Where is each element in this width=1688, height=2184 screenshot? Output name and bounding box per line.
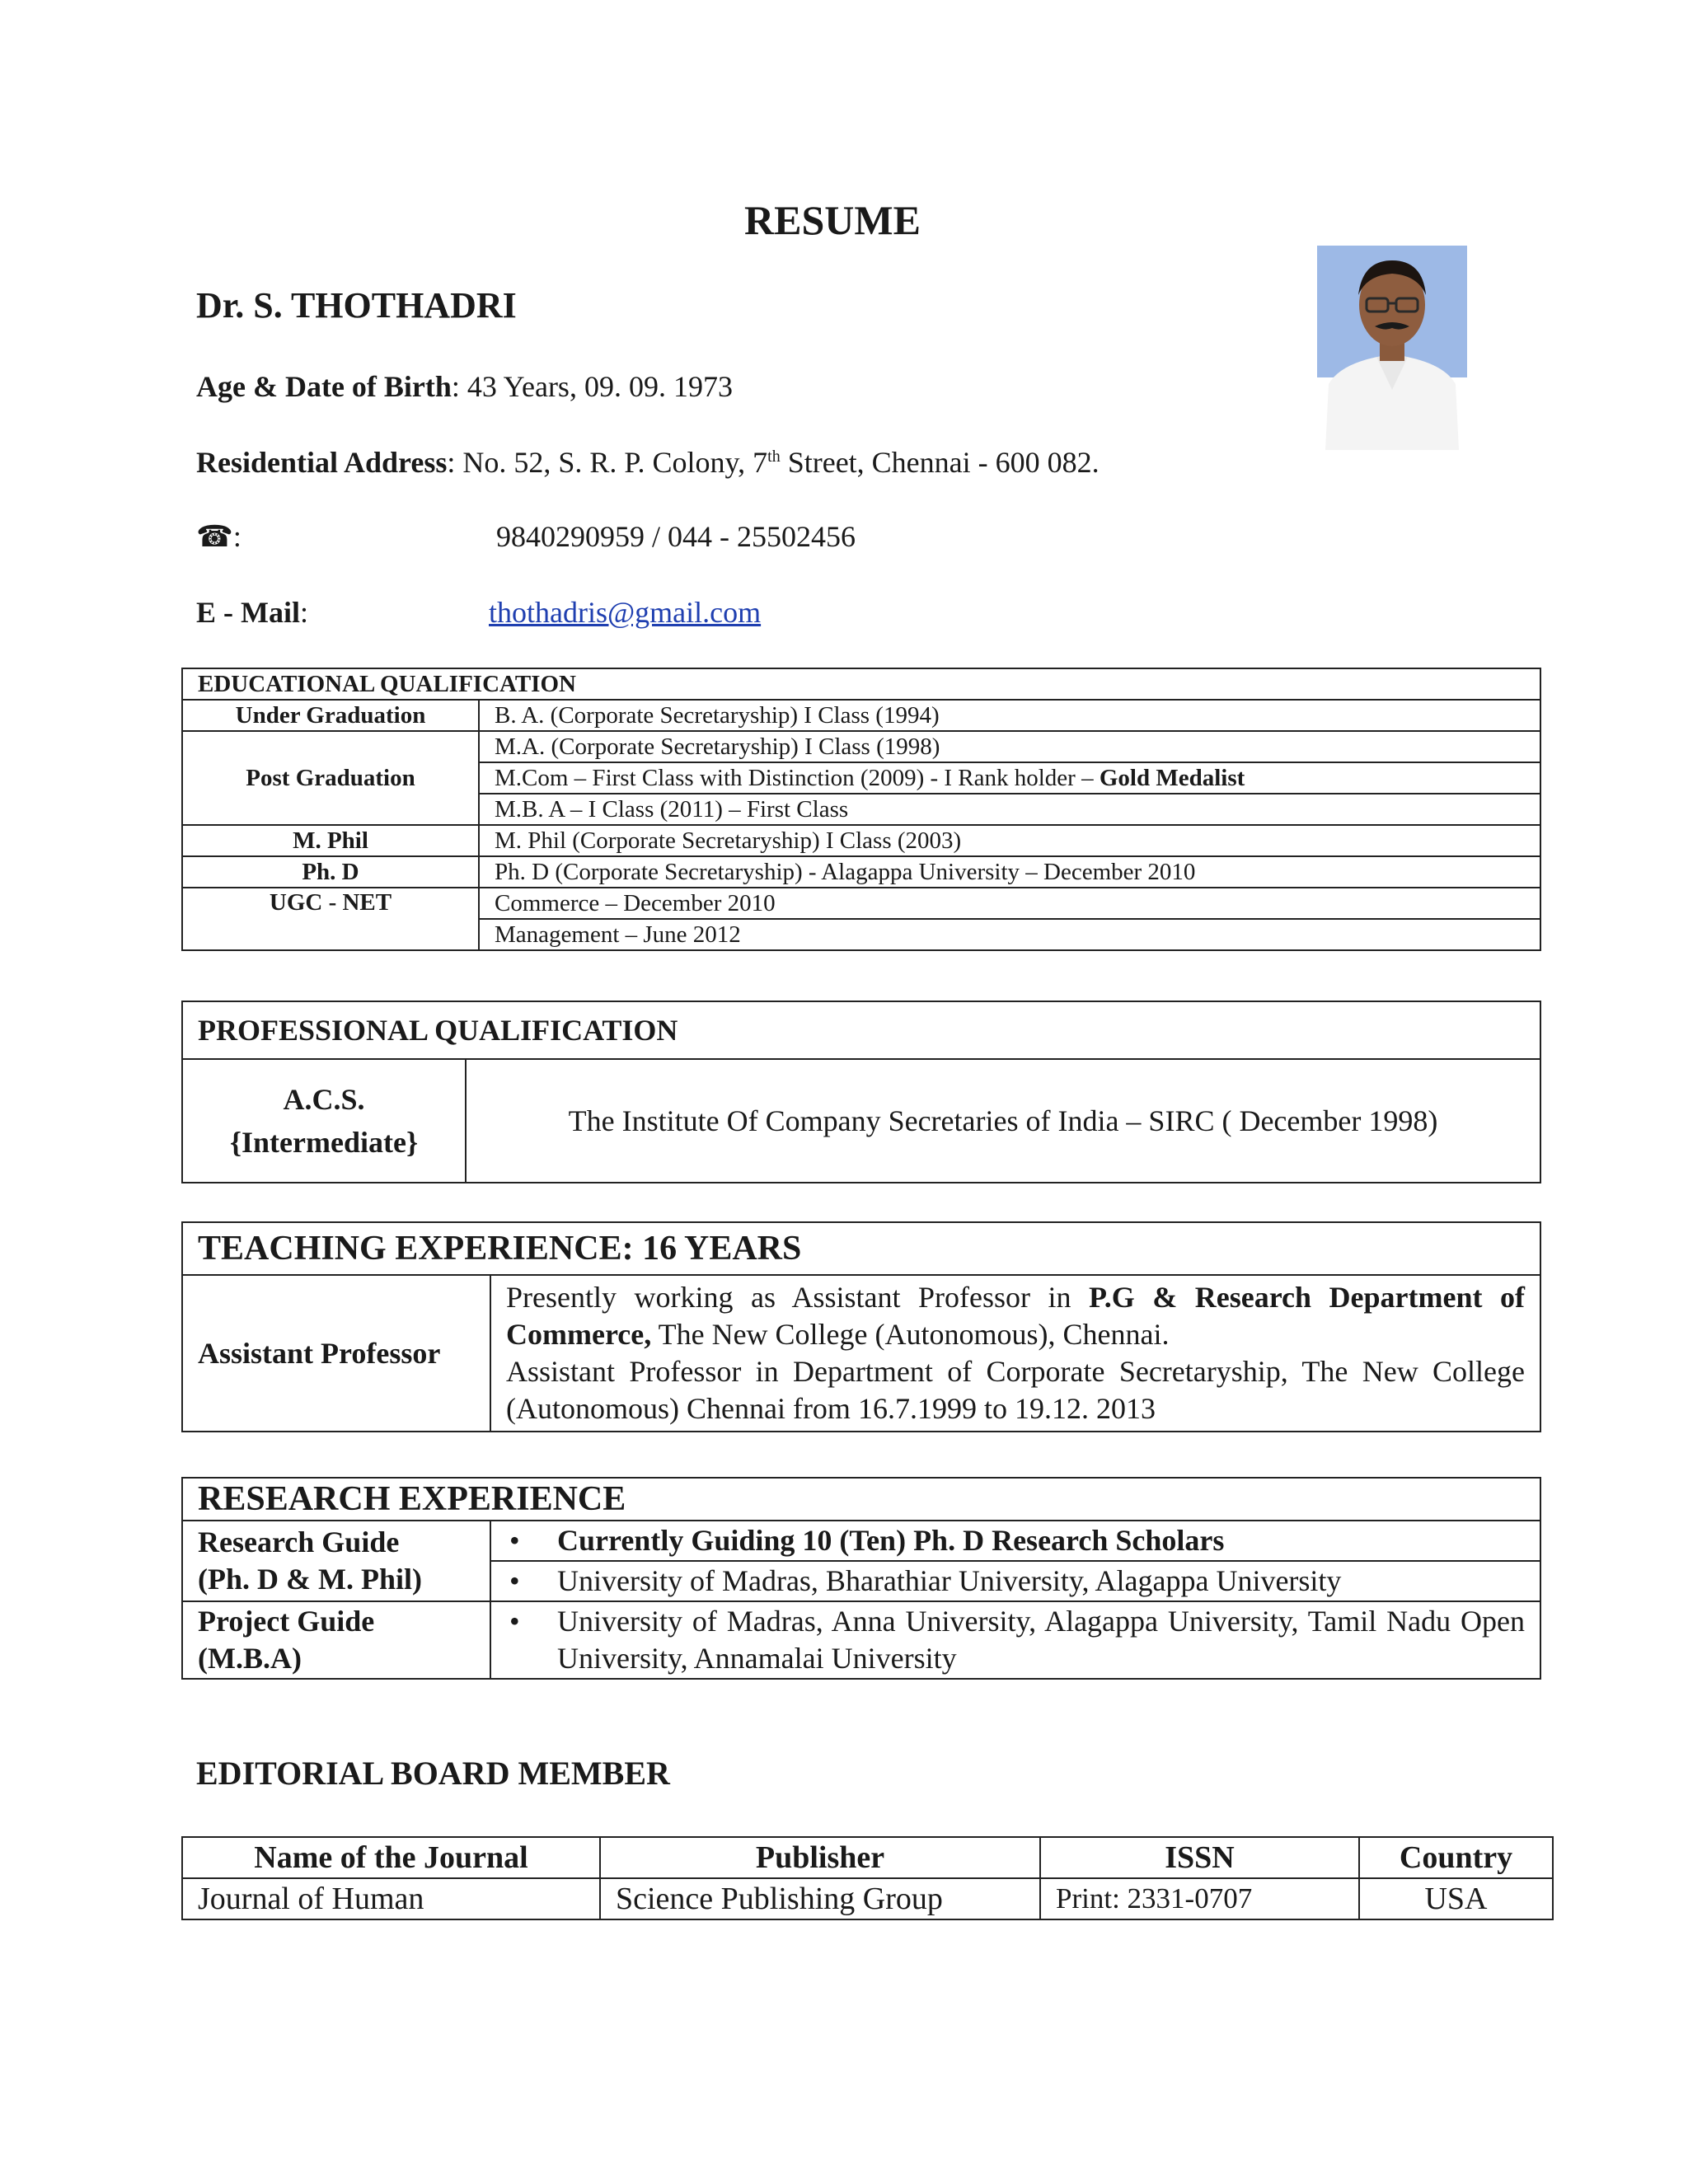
email-colon: :	[299, 596, 308, 629]
table-row	[182, 888, 1540, 919]
acs-label-2: {Intermediate}	[229, 1126, 419, 1159]
mphil-label: M. Phil	[182, 825, 479, 856]
age-dob-line	[196, 369, 733, 404]
table-row	[182, 1601, 1540, 1679]
issn-cell: Print: 2331-0707	[1040, 1878, 1359, 1919]
address-label: Residential Address	[196, 446, 448, 479]
education-heading: EDUCATIONAL QUALIFICATION	[182, 668, 1540, 700]
research-guide-item-2	[490, 1561, 1540, 1601]
age-dob-label: Age & Date of Birth	[196, 370, 452, 403]
col-country: Country	[1359, 1837, 1553, 1878]
bullet-icon: •	[509, 1605, 520, 1638]
table-row	[182, 1001, 1540, 1059]
teaching-text-1b: P.G & Research Department of Commerce,	[506, 1281, 1525, 1351]
pg-value-2-text: M.Com – First Class with Distinction (2009) - I Rank holder –	[495, 765, 1100, 791]
table-row	[182, 700, 1540, 731]
journal-table	[181, 1836, 1554, 1920]
net-value-1: Commerce – December 2010	[479, 888, 1540, 919]
teaching-text-1a: Presently working as Assistant Professor in	[506, 1281, 1090, 1314]
table-row	[182, 825, 1540, 856]
table-row	[182, 1222, 1540, 1275]
pg-value-2	[479, 762, 1540, 794]
project-guide-label-2: (M.B.A)	[198, 1642, 302, 1675]
age-dob-value: : 43 Years, 09. 09. 1973	[451, 370, 733, 403]
portrait-image	[1317, 246, 1467, 450]
phd-value: Ph. D (Corporate Secretaryship) - Alagappa University – December 2010	[479, 856, 1540, 888]
country-cell: USA	[1359, 1878, 1553, 1919]
table-row	[182, 856, 1540, 888]
col-publisher: Publisher	[600, 1837, 1040, 1878]
gold-medalist: Gold Medalist	[1099, 765, 1245, 791]
address-value-b: Street, Chennai - 600 082.	[780, 446, 1100, 479]
ug-value: B. A. (Corporate Secretaryship) I Class (1994)	[479, 700, 1540, 731]
editorial-heading: EDITORIAL BOARD MEMBER	[196, 1755, 670, 1792]
net-value-2: Management – June 2012	[479, 919, 1540, 950]
acs-label-1: A.C.S.	[283, 1083, 365, 1116]
bullet-icon: •	[509, 1524, 520, 1557]
email-line	[196, 595, 308, 630]
email-link[interactable]	[489, 595, 761, 630]
teaching-text-2: Assistant Professor in Department of Corporate Secretaryship, The New College (Autonomous) Chennai from 16.7.1999 to 19.12. 2013	[506, 1355, 1525, 1425]
table-row	[182, 1059, 1540, 1183]
education-table	[181, 668, 1541, 951]
acs-value: The Institute Of Company Secretaries of India – SIRC ( December 1998)	[466, 1059, 1540, 1183]
research-table	[181, 1477, 1541, 1680]
table-row	[182, 1521, 1540, 1561]
project-1-text: University of Madras, Anna University, Alagappa University, Tamil Nadu Open University, Annamalai University	[557, 1605, 1525, 1675]
professional-heading: PROFESSIONAL QUALIFICATION	[182, 1001, 1540, 1059]
table-row	[182, 668, 1540, 700]
ug-label: Under Graduation	[182, 700, 479, 731]
mphil-value: M. Phil (Corporate Secretaryship) I Class (2003)	[479, 825, 1540, 856]
pg-value-1: M.A. (Corporate Secretaryship) I Class (1998)	[479, 731, 1540, 762]
acs-label	[182, 1059, 466, 1183]
address-value-a: : No. 52, S. R. P. Colony, 7	[447, 446, 768, 479]
pg-value-3: M.B. A – I Class (2011) – First Class	[479, 794, 1540, 825]
teaching-text-1c: The New College (Autonomous), Chennai.	[651, 1318, 1170, 1351]
email-link-text[interactable]: thothadris@gmail.com	[489, 596, 762, 629]
email-label: E - Mail	[196, 596, 300, 629]
net-label: UGC - NET	[182, 888, 479, 950]
teaching-table	[181, 1221, 1541, 1432]
address-line	[196, 445, 1100, 480]
bullet-icon: •	[509, 1564, 520, 1597]
project-guide-label-1: Project Guide	[198, 1605, 375, 1638]
guide-2-text: University of Madras, Bharathiar University, Alagappa University	[557, 1564, 1342, 1597]
candidate-name: Dr. S. THOTHADRI	[196, 285, 517, 326]
research-heading: RESEARCH EXPERIENCE	[182, 1478, 1540, 1521]
table-row	[182, 1275, 1540, 1432]
table-header-row	[182, 1837, 1553, 1878]
page-title: RESUME	[744, 197, 921, 243]
research-guide-item-1	[490, 1521, 1540, 1561]
research-guide-label-2: (Ph. D & M. Phil)	[198, 1563, 422, 1596]
teaching-text-1	[506, 1279, 1525, 1353]
project-guide-label	[182, 1601, 490, 1679]
pg-label: Post Graduation	[182, 731, 479, 825]
phone-line	[196, 519, 241, 554]
table-row	[182, 731, 1540, 762]
research-guide-label-1: Research Guide	[198, 1526, 400, 1558]
phone-colon: :	[232, 520, 241, 553]
phone-value: 9840290959 / 044 - 25502456	[496, 520, 856, 553]
guide-1-text: Currently Guiding 10 (Ten) Ph. D Research Scholars	[557, 1524, 1225, 1557]
journal-name-cell: Journal of Human	[182, 1878, 600, 1919]
table-row	[182, 1878, 1553, 1919]
teaching-label: Assistant Professor	[182, 1275, 490, 1432]
teaching-heading: TEACHING EXPERIENCE: 16 YEARS	[182, 1222, 1540, 1275]
col-issn: ISSN	[1040, 1837, 1359, 1878]
teaching-value	[490, 1275, 1540, 1432]
col-journal-name: Name of the Journal	[182, 1837, 600, 1878]
table-row	[182, 1478, 1540, 1521]
address-sup: th	[767, 448, 781, 466]
project-guide-item	[490, 1601, 1540, 1679]
publisher-cell: Science Publishing Group	[600, 1878, 1040, 1919]
professional-table	[181, 1001, 1541, 1183]
phone-icon: ☎	[196, 520, 233, 553]
phd-label: Ph. D	[182, 856, 479, 888]
research-guide-label	[182, 1521, 490, 1601]
profile-photo	[1317, 246, 1467, 450]
